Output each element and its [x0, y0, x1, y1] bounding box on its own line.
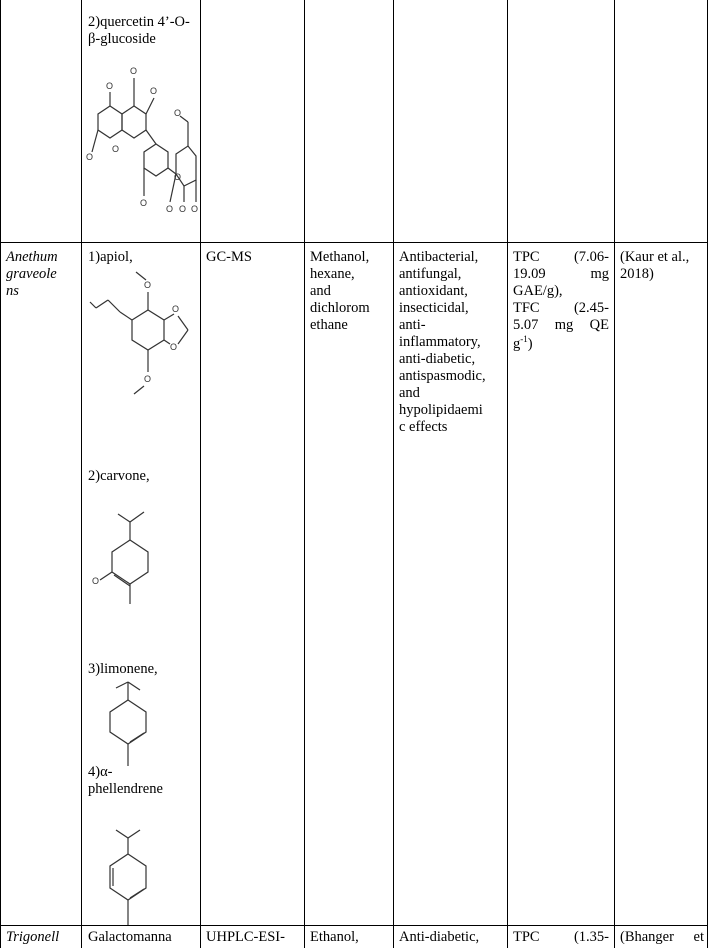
tpc-line [513, 929, 609, 946]
svg-text:O: O [140, 198, 148, 208]
compound-name: 3)limonene, [88, 661, 158, 677]
species-name-line: ns [6, 283, 19, 299]
column-divider [393, 0, 394, 948]
tfc-unit: mg [554, 317, 574, 333]
reference-text: (Bhanger [620, 929, 674, 945]
solvent-line: hexane, [310, 266, 355, 282]
svg-text:O: O [144, 374, 152, 384]
svg-text:O: O [86, 152, 94, 162]
activity-line: insecticidal, [399, 300, 469, 316]
limonene-structure [86, 678, 200, 774]
tpc-unit: mg [590, 266, 609, 282]
svg-text:O: O [174, 172, 182, 182]
activity-line: inflammatory, [399, 334, 481, 350]
reference-line: (Kaur et al., [620, 249, 690, 265]
tfc-unit-close: ) [527, 336, 533, 352]
activity-line: c effects [399, 419, 448, 435]
solvent-line: and [310, 283, 331, 299]
row-divider [0, 242, 708, 243]
compound-name: phellendrene [88, 781, 163, 797]
column-divider [200, 0, 201, 948]
svg-text:O: O [112, 144, 120, 154]
tpc-label: TPC [513, 249, 540, 265]
reference-line: 2018) [620, 266, 654, 282]
tpc-line [513, 249, 609, 266]
activity-line: hypolipidaemi [399, 402, 483, 418]
tpc-value: (7.06- [573, 249, 609, 265]
activity-line: antispasmodic, [399, 368, 486, 384]
phellandrene-structure [86, 828, 200, 925]
svg-text:O: O [144, 280, 152, 290]
solvent-line: Ethanol, [310, 929, 359, 945]
column-divider [304, 0, 305, 948]
activity-line: antifungal, [399, 266, 462, 282]
svg-text:O: O [130, 66, 138, 76]
quercetin-glucoside-structure [84, 56, 198, 236]
activity-line: and [399, 385, 420, 401]
svg-text:O: O [170, 342, 178, 352]
tpc-value: (1.35- [573, 929, 609, 945]
tpc-value: 19.09 [513, 266, 546, 282]
solvent-line: dichlorom [310, 300, 370, 316]
species-name-line: Trigonell [6, 929, 60, 945]
species-name-line: graveole [6, 266, 57, 282]
tfc-line [513, 300, 609, 317]
tfc-label: TFC [513, 300, 540, 316]
reference-text: et [693, 929, 704, 945]
column-divider [507, 0, 508, 948]
reference-line [620, 929, 704, 946]
tpc-label: TPC [513, 929, 540, 945]
species-name-line: Anethum [6, 249, 58, 265]
solvent-line: ethane [310, 317, 348, 333]
activity-line: Anti-diabetic, [399, 929, 480, 945]
compound-name: 4)α- [88, 764, 113, 780]
compound-name: Galactomanna [88, 929, 172, 945]
method-text: GC-MS [206, 249, 252, 265]
column-divider [614, 0, 615, 948]
activity-line: Antibacterial, [399, 249, 479, 265]
svg-text:O: O [92, 576, 100, 586]
svg-text:O: O [172, 304, 180, 314]
column-divider [81, 0, 82, 948]
apiol-structure [86, 266, 200, 456]
solvent-line: Methanol, [310, 249, 370, 265]
compound-name: 1)apiol, [88, 249, 133, 265]
activity-line: anti-diabetic, [399, 351, 476, 367]
svg-text:O: O [166, 204, 174, 214]
tpc-unit: GAE/g), [513, 283, 563, 299]
activity-line: anti- [399, 317, 426, 333]
tfc-value: (2.45- [573, 300, 609, 316]
row-divider [0, 925, 708, 926]
method-text: UHPLC-ESI- [206, 929, 285, 945]
svg-text:O: O [179, 204, 187, 214]
compound-name: 2)carvone, [88, 468, 150, 484]
tfc-unit: g [513, 336, 521, 352]
svg-text:O: O [150, 86, 158, 96]
activity-line: antioxidant, [399, 283, 468, 299]
tfc-line [513, 317, 609, 334]
tpc-line [513, 266, 609, 283]
tfc-value: 5.07 [513, 317, 539, 333]
carvone-structure [86, 500, 200, 620]
table-border-left [0, 0, 1, 948]
tfc-unit-exponent: -1 [520, 334, 528, 345]
svg-text:O: O [174, 108, 182, 118]
tfc-unit-line [513, 336, 533, 353]
tfc-unit: QE [589, 317, 609, 333]
compound-name: 2)quercetin 4’-O-β-glucoside [88, 14, 190, 47]
svg-text:O: O [191, 204, 198, 214]
svg-text:O: O [106, 81, 114, 91]
